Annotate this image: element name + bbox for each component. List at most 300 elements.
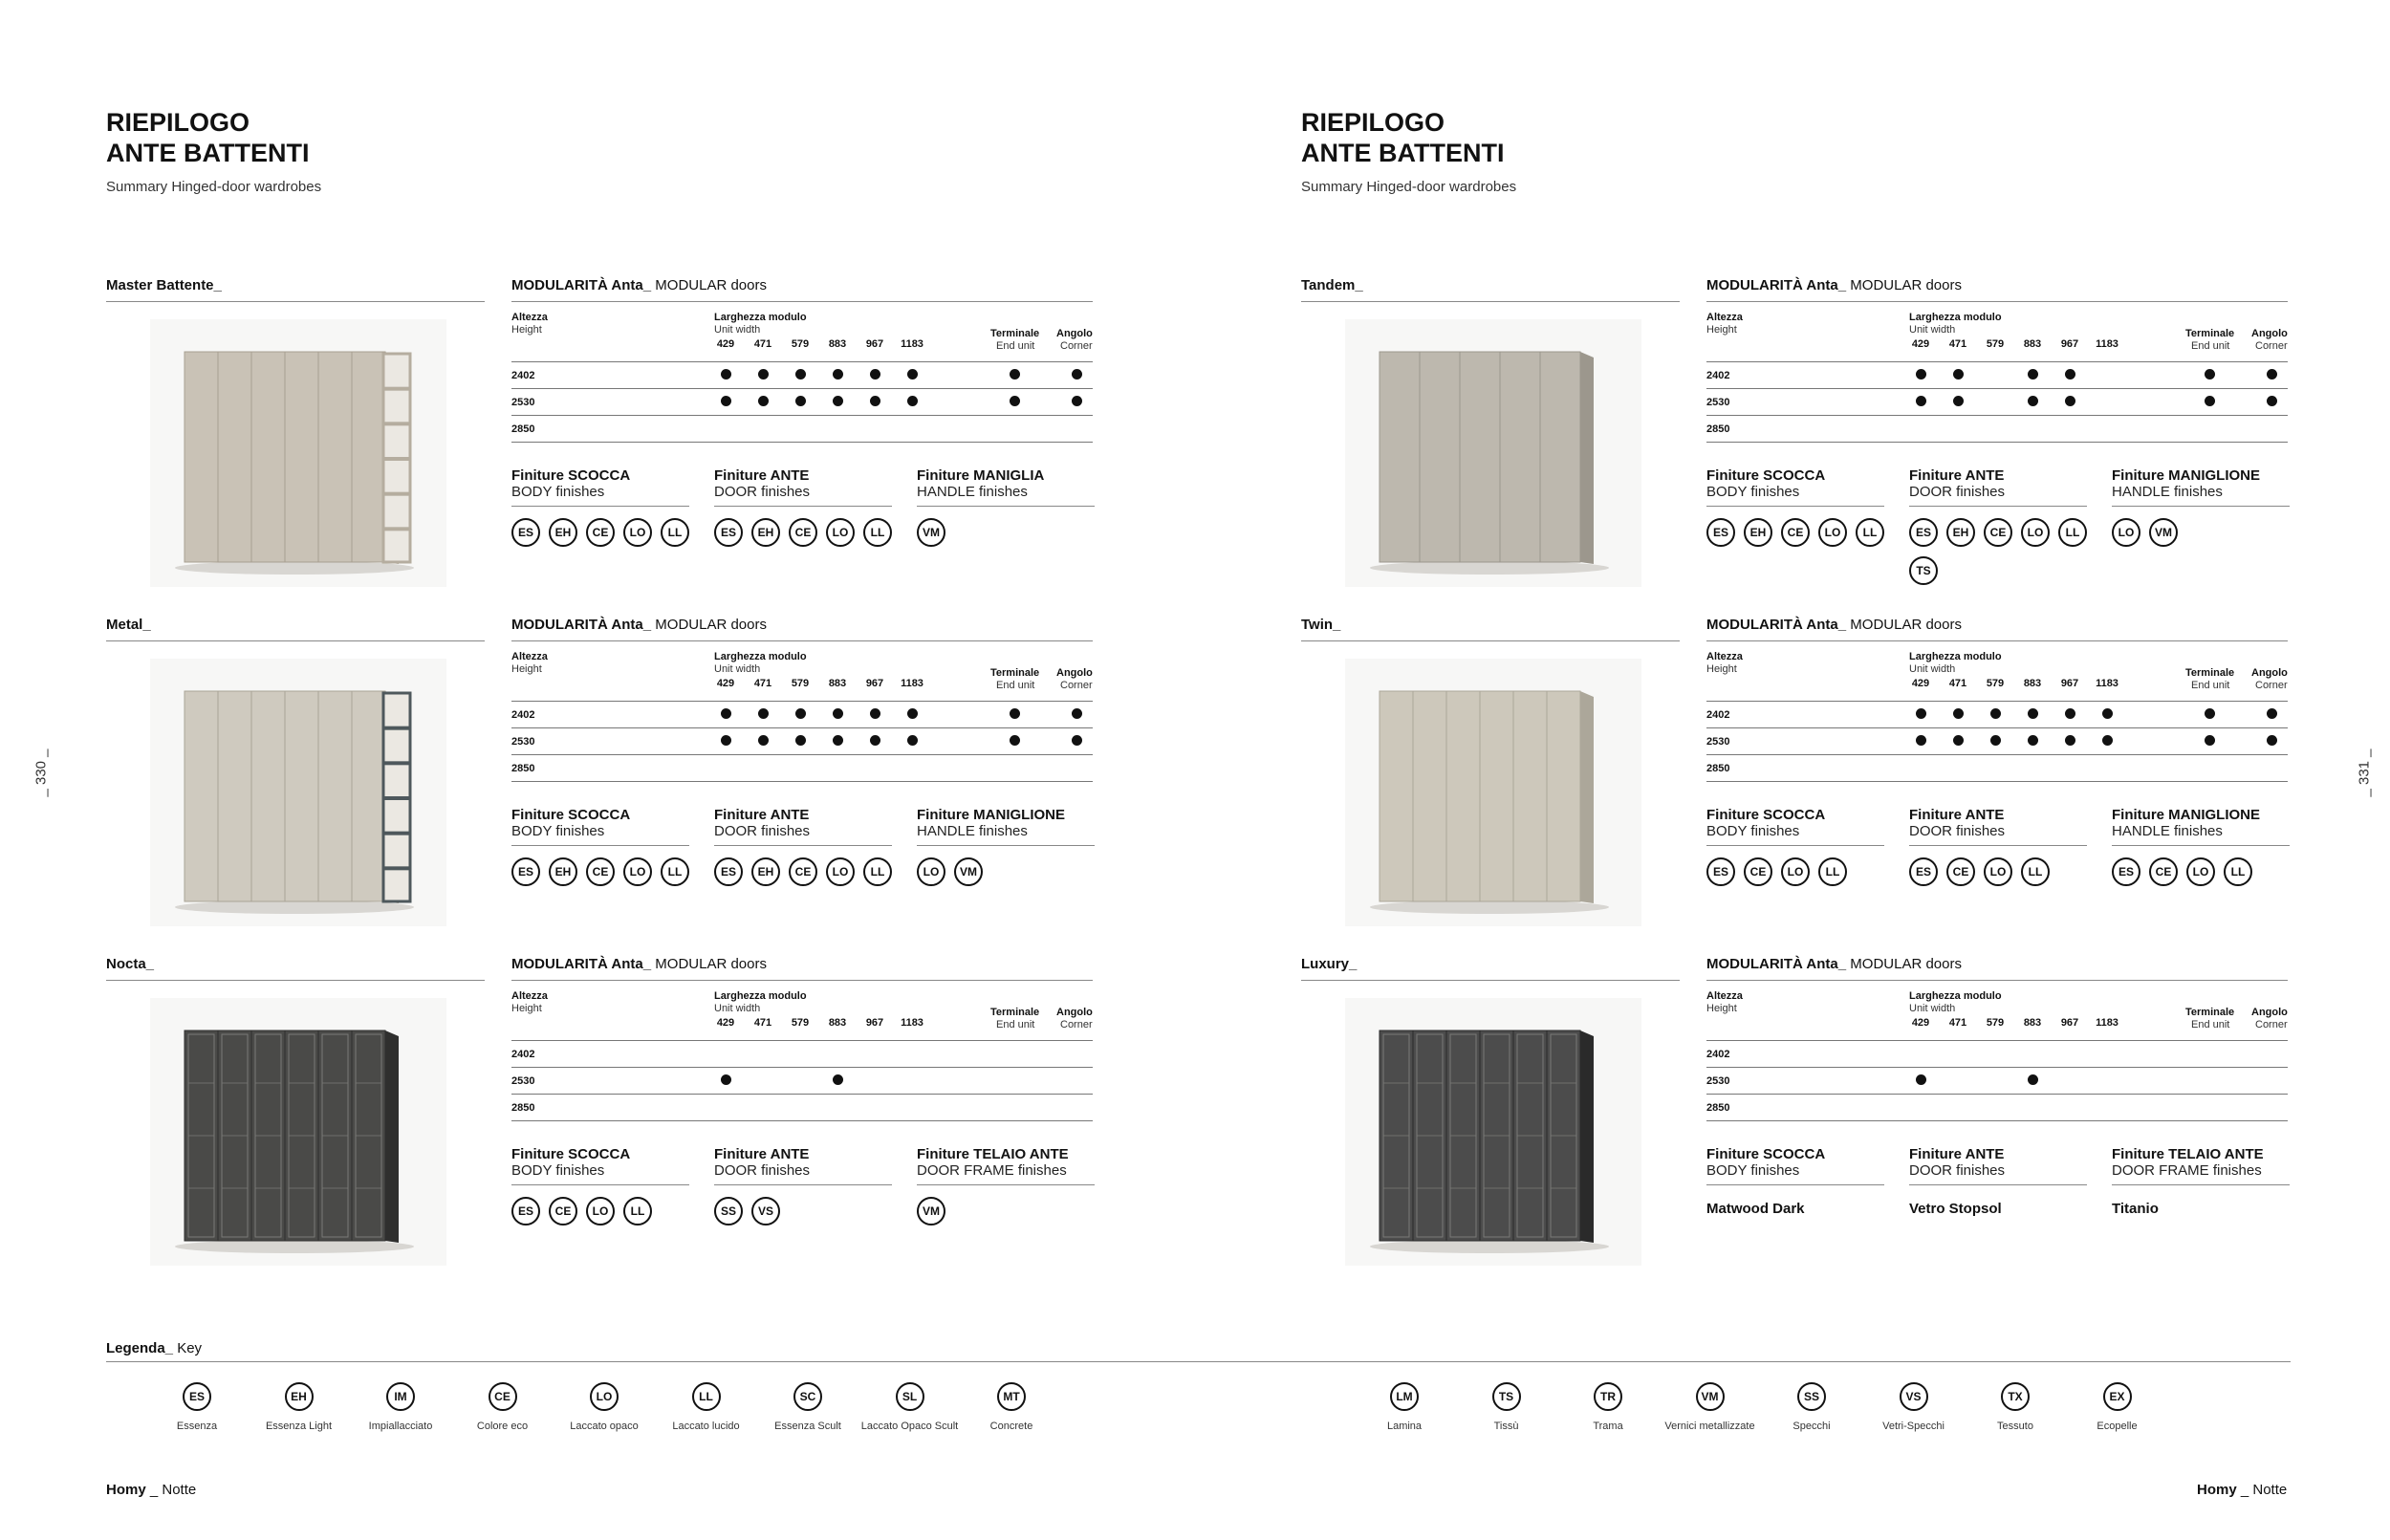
width-column: 579	[791, 1017, 810, 1029]
modularity-table	[1706, 956, 2288, 1217]
legend-item	[1454, 1382, 1559, 1432]
availability-dot	[795, 708, 806, 719]
availability-dot	[2205, 708, 2215, 719]
width-column: 883	[828, 338, 847, 350]
availability-dot	[907, 396, 918, 406]
footer-collection: Notte	[2252, 1482, 2288, 1498]
finish-title: Finiture ANTE	[1909, 1146, 2005, 1162]
availability-dot	[721, 708, 731, 719]
availability-dot	[1072, 708, 1082, 719]
wardrobe-door	[352, 691, 385, 901]
legend-item	[1555, 1382, 1661, 1432]
legend-item	[858, 1382, 963, 1432]
corner-sublabel: Corner	[1060, 680, 1093, 691]
finish-group	[511, 467, 689, 547]
width-column: 883	[828, 1017, 847, 1029]
row-height: 2530	[511, 1075, 535, 1087]
width-column: 1183	[901, 1017, 923, 1029]
wardrobe-image	[150, 659, 446, 926]
width-column: 1183	[2096, 1017, 2118, 1029]
table-row	[511, 1095, 1093, 1121]
page-title	[1301, 107, 1504, 168]
row-height: 2530	[1706, 736, 1730, 748]
modularity-title	[1706, 956, 2288, 981]
product-section	[106, 277, 1093, 612]
width-column: 579	[1986, 338, 2005, 350]
height-sublabel: Height	[511, 1003, 542, 1014]
wardrobe-door	[251, 352, 285, 562]
table-row	[511, 702, 1093, 728]
legend-code-badge: SL	[896, 1382, 924, 1411]
height-label: Altezza	[1706, 651, 1743, 662]
legend-caption: Essenza Light	[265, 1421, 333, 1432]
modularity-sub: MODULAR doors	[1846, 277, 1962, 293]
availability-dot	[1990, 708, 2001, 719]
availability-dot	[1072, 369, 1082, 380]
wardrobe-image	[150, 998, 446, 1266]
row-height: 2850	[511, 423, 535, 435]
availability-dot	[795, 735, 806, 746]
legend-code-badge: LM	[1390, 1382, 1419, 1411]
finish-code-badge: VM	[917, 1197, 945, 1225]
width-column: 471	[753, 1017, 772, 1029]
finish-code-badge: VM	[954, 857, 983, 886]
finish-code-badge: LO	[623, 857, 652, 886]
finish-title: Finiture ANTE	[714, 467, 810, 484]
width-label: Larghezza modulo	[714, 990, 807, 1002]
finish-code-badge: EH	[1744, 518, 1772, 547]
finish-title: Finiture MANIGLIONE	[2112, 467, 2260, 484]
finish-code-badge: EH	[751, 518, 780, 547]
legend-caption: Concrete	[989, 1421, 1033, 1432]
table-row	[1706, 416, 2288, 443]
availability-dot	[833, 735, 843, 746]
finish-code-badge: VS	[751, 1197, 780, 1225]
modularity-table	[511, 956, 1093, 1218]
row-height: 2402	[1706, 709, 1730, 721]
finish-name: Matwood Dark	[1706, 1201, 1805, 1217]
row-height: 2402	[511, 1049, 535, 1060]
corner-sublabel: Corner	[2255, 680, 2288, 691]
width-column: 579	[1986, 678, 2005, 689]
legend-caption: Vernici metallizzate	[1664, 1421, 1755, 1432]
finish-title: Finiture MANIGLIA	[917, 467, 1045, 484]
corner-label: Angolo	[1056, 1007, 1093, 1018]
corner-sublabel: Corner	[1060, 1019, 1093, 1030]
availability-dot	[833, 369, 843, 380]
table-row	[511, 728, 1093, 755]
height-label: Altezza	[1706, 990, 1743, 1002]
table-row	[511, 416, 1093, 443]
finish-code-badge: EH	[1946, 518, 1975, 547]
width-column: 1183	[901, 338, 923, 350]
height-label: Altezza	[1706, 312, 1743, 323]
wardrobe-door	[251, 691, 285, 901]
product-name: Nocta_	[106, 956, 485, 981]
wardrobe-door	[1420, 352, 1460, 562]
wardrobe-door	[318, 352, 352, 562]
finish-badges	[917, 1197, 1095, 1225]
width-column: 967	[2060, 338, 2079, 350]
width-column: 471	[1948, 1017, 1967, 1029]
finish-title: Finiture SCOCCA	[1706, 467, 1826, 484]
finish-subtitle: DOOR FRAME finishes	[2112, 1162, 2290, 1185]
end-unit-label: Terminale	[990, 328, 1040, 339]
finish-code-badge: ES	[511, 857, 540, 886]
modularity-table	[1706, 617, 2288, 878]
height-sublabel: Height	[1706, 663, 1737, 675]
availability-dot	[2267, 735, 2277, 746]
finish-title: Finiture SCOCCA	[511, 467, 631, 484]
legend-item	[450, 1382, 555, 1432]
finish-badges	[1706, 857, 1884, 886]
availability-dot	[2205, 369, 2215, 380]
wardrobe-door	[285, 352, 318, 562]
finish-badges	[511, 518, 689, 547]
finish-group	[511, 1146, 689, 1225]
height-sublabel: Height	[511, 663, 542, 675]
finish-group	[917, 807, 1095, 886]
width-column: 579	[791, 338, 810, 350]
legend-item	[247, 1382, 352, 1432]
finish-group	[1706, 1146, 1884, 1217]
finish-group	[1909, 467, 2087, 585]
finish-subtitle: DOOR finishes	[1909, 1162, 2087, 1185]
corner-label: Angolo	[2251, 328, 2288, 339]
availability-dot	[1916, 396, 1926, 406]
product-section	[106, 617, 1093, 951]
corner-label: Angolo	[1056, 328, 1093, 339]
finish-code-badge: ES	[714, 857, 743, 886]
page-title	[106, 107, 309, 168]
availability-dot	[1953, 708, 1964, 719]
wardrobe-door	[1380, 691, 1413, 901]
availability-dot	[721, 1074, 731, 1085]
finish-title: Finiture TELAIO ANTE	[917, 1146, 1069, 1162]
footer-separator: _	[145, 1482, 163, 1498]
availability-dot	[2028, 735, 2038, 746]
finish-code-badge: CE	[1946, 857, 1975, 886]
table-row	[511, 1041, 1093, 1068]
availability-dot	[1010, 396, 1020, 406]
finish-code-badge: LO	[1781, 857, 1810, 886]
width-column: 579	[791, 678, 810, 689]
finish-code-badge: LO	[826, 857, 855, 886]
finish-subtitle: HANDLE finishes	[917, 484, 1095, 507]
finish-code-badge: ES	[1909, 857, 1938, 886]
wardrobe-image	[150, 319, 446, 587]
end-unit-label: Terminale	[2185, 328, 2235, 339]
availability-dot	[2065, 708, 2075, 719]
finish-code-badge: ES	[714, 518, 743, 547]
availability-dot	[2065, 369, 2075, 380]
product-section	[1301, 956, 2288, 1291]
finish-badges	[2112, 857, 2290, 886]
legend-item	[1963, 1382, 2068, 1432]
availability-dot	[2205, 396, 2215, 406]
legend-code-badge: LL	[692, 1382, 721, 1411]
finish-code-badge: EH	[549, 518, 577, 547]
height-label: Altezza	[511, 651, 548, 662]
width-column: 471	[1948, 338, 1967, 350]
row-height: 2530	[1706, 397, 1730, 408]
finish-code-badge: CE	[789, 518, 817, 547]
finish-title: Finiture MANIGLIONE	[2112, 807, 2260, 823]
wardrobe-door	[352, 352, 385, 562]
finish-group	[917, 1146, 1095, 1225]
finish-title: Finiture MANIGLIONE	[917, 807, 1065, 823]
width-column: 429	[716, 338, 735, 350]
availability-dot	[758, 396, 769, 406]
availability-dot	[795, 396, 806, 406]
product-image	[1345, 319, 1641, 587]
table-header	[1706, 641, 2288, 702]
legend-item	[1352, 1382, 1457, 1432]
row-height: 2850	[511, 1102, 535, 1114]
finish-code-badge: LO	[623, 518, 652, 547]
availability-dot	[721, 369, 731, 380]
legend-caption: Essenza	[176, 1421, 218, 1432]
availability-dot	[1010, 708, 1020, 719]
finish-code-badge: CE	[1744, 857, 1772, 886]
table-row	[1706, 362, 2288, 389]
width-sublabel: Unit width	[714, 663, 761, 675]
legend-item	[1759, 1382, 1864, 1432]
modularity-sub: MODULAR doors	[1846, 617, 1962, 633]
modularity-title	[511, 277, 1093, 302]
availability-dot	[758, 735, 769, 746]
legend-item	[1861, 1382, 1966, 1432]
footer-collection: Notte	[162, 1482, 197, 1498]
availability-dot	[2205, 735, 2215, 746]
wardrobe-door	[318, 691, 352, 901]
legend-caption: Laccato lucido	[672, 1421, 740, 1432]
legend-caption: Specchi	[1792, 1421, 1831, 1432]
availability-dot	[721, 735, 731, 746]
legend-code-badge: LO	[590, 1382, 619, 1411]
finish-code-badge: CE	[2149, 857, 2178, 886]
legend-item	[144, 1382, 250, 1432]
page-right	[1195, 0, 2390, 1540]
legend-code-badge: VS	[1900, 1382, 1928, 1411]
row-height: 2530	[511, 397, 535, 408]
product-name: Tandem_	[1301, 277, 1680, 302]
availability-dot	[833, 1074, 843, 1085]
legend-item	[959, 1382, 1064, 1432]
availability-dot	[1010, 735, 1020, 746]
width-column: 471	[1948, 678, 1967, 689]
finish-group	[511, 807, 689, 886]
finish-subtitle: HANDLE finishes	[2112, 823, 2290, 846]
table-row	[1706, 1041, 2288, 1068]
row-height: 2402	[511, 370, 535, 381]
width-column: 1183	[2096, 338, 2118, 350]
end-unit-sublabel: End unit	[996, 1019, 1035, 1030]
wardrobe-door	[1500, 352, 1540, 562]
product-section	[1301, 617, 2288, 951]
row-height: 2850	[511, 763, 535, 774]
finish-subtitle: BODY finishes	[1706, 823, 1884, 846]
row-height: 2402	[1706, 1049, 1730, 1060]
finish-group	[714, 807, 892, 886]
wardrobe-image	[1345, 319, 1641, 587]
availability-dot	[2267, 369, 2277, 380]
finish-code-badge: TS	[1909, 556, 1938, 585]
legend-caption: Laccato Opaco Scult	[860, 1421, 959, 1432]
finish-group	[1909, 1146, 2087, 1217]
finish-subtitle: BODY finishes	[511, 823, 689, 846]
finish-code-badge: ES	[1909, 518, 1938, 547]
wardrobe-door	[1460, 352, 1500, 562]
modularity-label: MODULARITÀ Anta_	[1706, 617, 1847, 633]
table-header	[511, 641, 1093, 702]
height-label: Altezza	[511, 312, 548, 323]
end-unit-sublabel: End unit	[2191, 340, 2230, 352]
legend-code-badge: CE	[489, 1382, 517, 1411]
width-column: 429	[1911, 678, 1930, 689]
table-row	[1706, 389, 2288, 416]
table-row	[511, 362, 1093, 389]
finish-subtitle: DOOR finishes	[714, 484, 892, 507]
width-column: 471	[753, 338, 772, 350]
table-row	[1706, 755, 2288, 782]
width-column: 1183	[2096, 678, 2118, 689]
height-sublabel: Height	[1706, 1003, 1737, 1014]
end-unit-label: Terminale	[2185, 1007, 2235, 1018]
end-unit-sublabel: End unit	[996, 680, 1035, 691]
legend-code-badge: EH	[285, 1382, 314, 1411]
legend-caption: Impiallacciato	[368, 1421, 433, 1432]
finish-title: Finiture SCOCCA	[511, 1146, 631, 1162]
end-unit-sublabel: End unit	[2191, 1019, 2230, 1030]
finish-group	[2112, 807, 2290, 886]
width-sublabel: Unit width	[714, 1003, 761, 1014]
page-subtitle: Summary Hinged-door wardrobes	[1301, 179, 1517, 195]
legend-item	[2065, 1382, 2170, 1432]
modularity-title	[1706, 277, 2288, 302]
legend-caption: Ecopelle	[2097, 1421, 2138, 1432]
finish-badges	[511, 857, 689, 886]
width-column: 471	[753, 678, 772, 689]
finish-name: Vetro Stopsol	[1909, 1201, 2002, 1217]
width-column: 883	[828, 678, 847, 689]
availability-dot	[907, 369, 918, 380]
wardrobe-door	[185, 352, 218, 562]
availability-dot	[1072, 396, 1082, 406]
finish-code-badge: EH	[751, 857, 780, 886]
title-line-2: ANTE BATTENTI	[1301, 139, 1505, 167]
finish-code-badge: LO	[917, 857, 945, 886]
footer-brand: Homy	[106, 1482, 146, 1498]
width-sublabel: Unit width	[714, 324, 761, 336]
availability-dot	[870, 396, 880, 406]
availability-dot	[721, 396, 731, 406]
finish-code-badge: LL	[661, 518, 689, 547]
finish-subtitle: BODY finishes	[1706, 484, 1884, 507]
table-row	[1706, 702, 2288, 728]
corner-sublabel: Corner	[1060, 340, 1093, 352]
width-column: 967	[865, 338, 884, 350]
finish-badges	[917, 518, 1095, 547]
width-column: 967	[865, 1017, 884, 1029]
availability-dot	[2065, 396, 2075, 406]
width-column: 883	[2023, 678, 2042, 689]
end-unit-label: Terminale	[990, 667, 1040, 679]
finish-code-badge: EH	[549, 857, 577, 886]
finish-title: Finiture ANTE	[1909, 807, 2005, 823]
wardrobe-door	[218, 352, 251, 562]
width-column: 1183	[901, 678, 923, 689]
availability-dot	[870, 369, 880, 380]
legend-caption: Colore eco	[476, 1421, 529, 1432]
modularity-sub: MODULAR doors	[651, 956, 767, 972]
table-row	[1706, 1095, 2288, 1121]
legend-caption: Lamina	[1386, 1421, 1423, 1432]
footer	[106, 1482, 196, 1498]
availability-dot	[1916, 735, 1926, 746]
finish-code-badge: ES	[511, 1197, 540, 1225]
row-height: 2402	[1706, 370, 1730, 381]
modularity-table	[511, 277, 1093, 539]
finish-code-badge: VM	[2149, 518, 2178, 547]
corner-label: Angolo	[2251, 1007, 2288, 1018]
product-image	[150, 659, 446, 926]
legend-code-badge: TS	[1492, 1382, 1521, 1411]
row-height: 2530	[511, 736, 535, 748]
availability-dot	[2102, 735, 2113, 746]
finish-title: Finiture ANTE	[1909, 467, 2005, 484]
width-column: 967	[865, 678, 884, 689]
table-header	[511, 302, 1093, 362]
finish-subtitle: BODY finishes	[511, 484, 689, 507]
finish-title: Finiture ANTE	[714, 1146, 810, 1162]
legend-code-badge: ES	[183, 1382, 211, 1411]
footer-separator: _	[2236, 1482, 2253, 1498]
modularity-sub: MODULAR doors	[651, 617, 767, 633]
availability-dot	[2028, 396, 2038, 406]
finish-subtitle: HANDLE finishes	[2112, 484, 2290, 507]
wardrobe-door	[1540, 352, 1580, 562]
wardrobe-door	[1480, 691, 1513, 901]
product-section	[106, 956, 1093, 1291]
legend-caption: Vetri-Specchi	[1882, 1421, 1945, 1432]
product-section	[1301, 277, 2288, 612]
finish-badges	[1706, 518, 1884, 547]
table-row	[511, 1068, 1093, 1095]
availability-dot	[870, 708, 880, 719]
product-image	[150, 998, 446, 1266]
height-sublabel: Height	[511, 324, 542, 336]
availability-dot	[2065, 735, 2075, 746]
legend-caption: Essenza Scult	[774, 1421, 841, 1432]
availability-dot	[833, 396, 843, 406]
width-column: 429	[716, 678, 735, 689]
finish-code-badge: CE	[789, 857, 817, 886]
availability-dot	[1010, 369, 1020, 380]
width-label: Larghezza modulo	[1909, 312, 2002, 323]
height-sublabel: Height	[1706, 324, 1737, 336]
page-subtitle: Summary Hinged-door wardrobes	[106, 179, 322, 195]
finish-code-badge: SS	[714, 1197, 743, 1225]
modularity-title	[511, 617, 1093, 641]
finish-code-badge: LL	[2021, 857, 2050, 886]
row-height: 2850	[1706, 423, 1730, 435]
finish-code-badge: LO	[2186, 857, 2215, 886]
table-row	[511, 755, 1093, 782]
wardrobe-door	[1380, 352, 1420, 562]
finish-code-badge: LL	[661, 857, 689, 886]
width-column: 579	[1986, 1017, 2005, 1029]
